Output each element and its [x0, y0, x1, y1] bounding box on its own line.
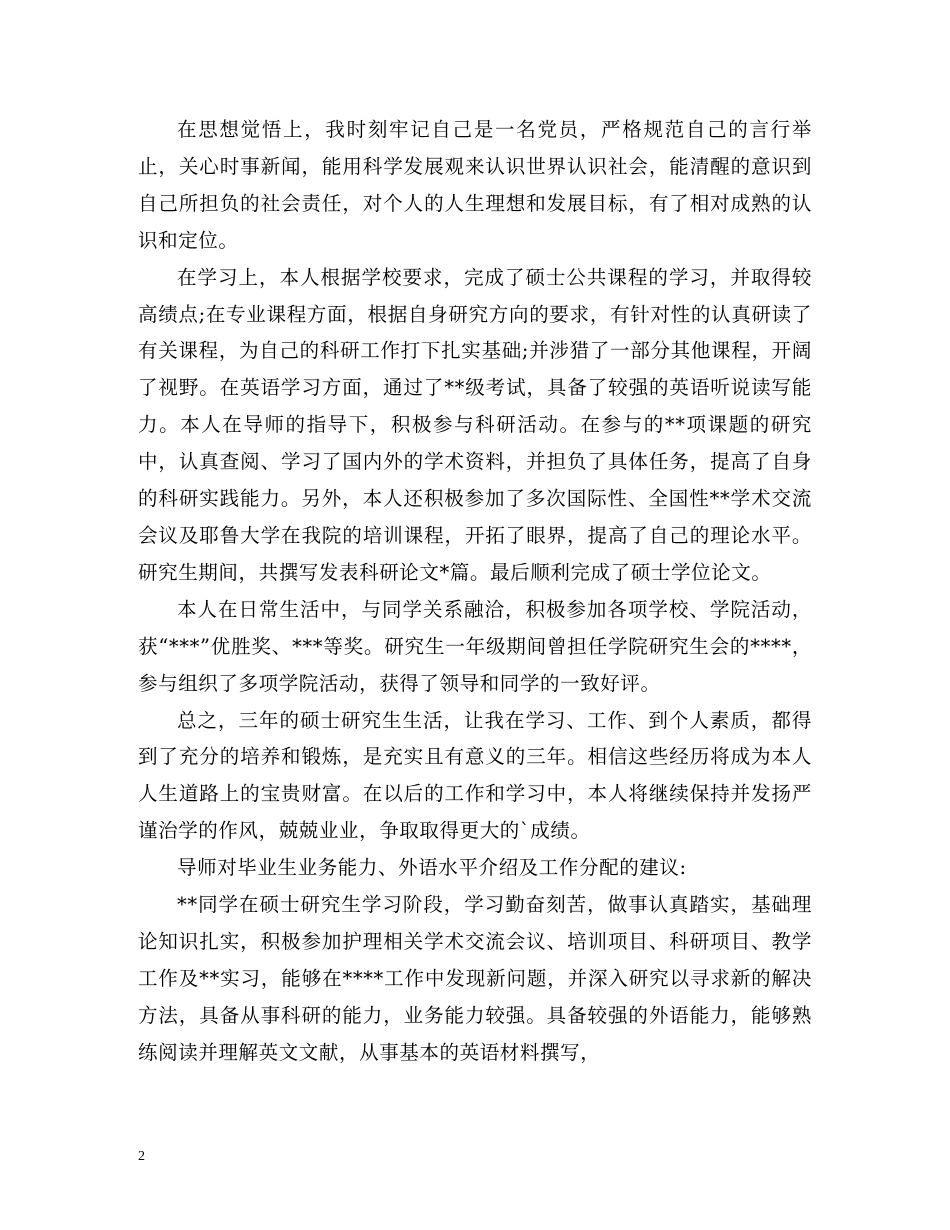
- document-body: [138, 112, 812, 1072]
- paragraph-advisor-comment: **同学在硕士研究生学习阶段，学习勤奋刻苦，做事认真踏实，基础理论知识扎实，积极参加护理相关学术交流会议、培训项目、科研项目、教学工作及**实习，能够在****工作中发现新问题，并深入研究以寻求新的解决方法，具备从事科研的能力，业务能力较强。具备较强的外语能力，能够熟练阅读并理解英文文献，从事基本的英语材料撰写，: [138, 893, 812, 1064]
- paragraph-daily-life: 本人在日常生活中，与同学关系融洽，积极参加各项学校、学院活动，获“***”优胜奖、***等奖。研究生一年级期间曾担任学院研究生会的****，参与组织了多项学院活动，获得了领导和同学的一致好评。: [138, 597, 812, 695]
- page-number: 2: [138, 1149, 145, 1164]
- paragraph-study: 在学习上，本人根据学校要求，完成了硕士公共课程的学习，并取得较高绩点;在专业课程方面，根据自身研究方向的要求，有针对性的认真研读了有关课程，为自己的科研工作打下扎实基础;并涉猎了一部分其他课程，开阔了视野。在英语学习方面，通过了**级考试，具备了较强的英语听说读写能力。本人在导师的指导下，积极参与科研活动。在参与的**项课题的研究中，认真查阅、学习了国内外的学术资料，并担负了具体任务，提高了自身的科研实践能力。另外，本人还积极参加了多次国际性、全国性**学术交流会议及耶鲁大学在我院的培训课程，开拓了眼界，提高了自己的理论水平。研究生期间，共撰写发表科研论文*篇。最后顺利完成了硕士学位论文。: [138, 265, 812, 584]
- paragraph-advisor-heading: 导师对毕业生业务能力、外语水平介绍及工作分配的建议:: [177, 856, 687, 880]
- paragraph-summary: 总之，三年的硕士研究生生活，让我在学习、工作、到个人素质，都得到了充分的培养和锻炼，是充实且有意义的三年。相信这些经历将成为本人人生道路上的宝贵财富。在以后的工作和学习中，本人将继续保持并发扬严谨治学的作风，兢兢业业，争取取得更大的`成绩。: [138, 708, 812, 843]
- paragraph-ideology: 在思想觉悟上，我时刻牢记自己是一名党员，严格规范自己的言行举止，关心时事新闻，能用科学发展观来认识世界认识社会，能清醒的意识到自己所担负的社会责任，对个人的人生理想和发展目标，有了相对成熟的认识和定位。: [138, 118, 812, 252]
